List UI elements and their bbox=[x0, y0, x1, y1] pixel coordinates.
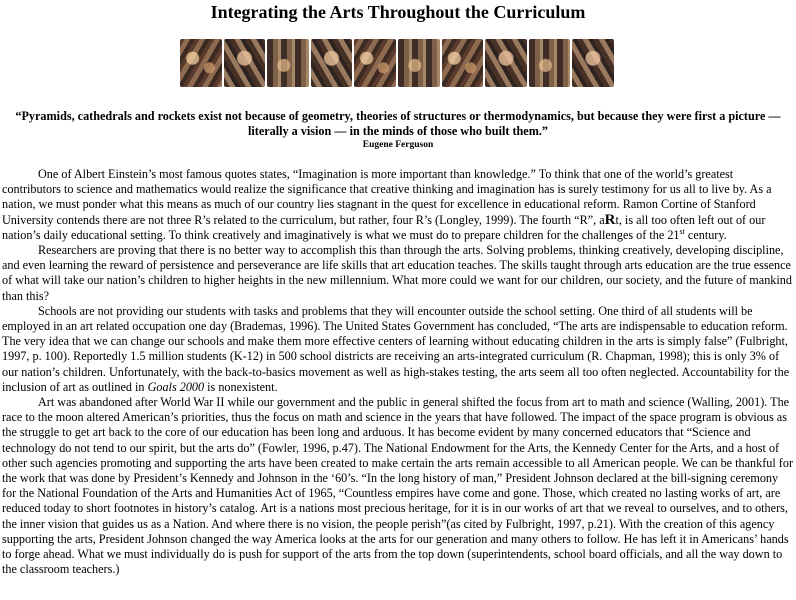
article-body bbox=[2, 167, 794, 577]
paragraph-1-text-c: century. bbox=[684, 227, 727, 242]
paragraph-4: Art was abandoned after World War II while our government and the public in general shifted the focus from art to math and science (Walling, 2001). The race to the moon altered American’s priorities, thus the focus on math and science in the years that have followed. The impact of the space program is obvious as the struggle to get art back to the core of our education has been long and arduous. It has become evident by many concerned educators that “Science and technology do not tend to our spirit, but the arts do” (Fowler, 1996, p.47). The National Endowment for the Arts, the Kennedy Center for the Arts, and a host of other such agencies promoting and supporting the arts have been created to make certain the arts remain accessible to all American people. We can be thankful for the work that was done by President’s Kennedy and Johnson in the ‘60’s. “In the long history of man,” President Johnson declared at the bill-signing ceremony for the National Foundation of the Arts and Humanities Act of 1965, “Countless empires have come and gone. Those, which created no lasting works of art, are reduced today to short footnotes in history’s catalog. Art is a nations most precious heritage, for it is in our works of art that we reveal to ourselves, and to others, the inner vision that guides us as a Nation. And where there is no vision, the people perish”(as cited by Fulbright, 1997, p.21). With the creation of this agency supporting the arts, President Johnson changed the way America looks at the arts for our generation and many others to follow. He has left it in Americans’ hands to forge ahead. What we must individually do is push for support of the arts from the top down (superintendents, school board officials, and all the way down to the classroom teachers.) bbox=[2, 395, 794, 577]
epigraph-author: Eugene Ferguson bbox=[362, 140, 434, 150]
ordinal-superscript: st bbox=[679, 226, 685, 236]
banner-photo bbox=[529, 39, 571, 87]
banner-photo bbox=[398, 39, 440, 87]
paragraph-1-text-a: One of Albert Einstein’s most famous quotes states, “Imagination is more important than knowledge.” To think that one of the world’s greatest contributors to science and mathematics would realize the significance that creative thinking and imagination has is surely testimony for us all to live by. As a nation, we must ponder what this means as much of our country lies stagnant in the quest for excellence in educational reform. Ramon Cortine of Stanford University contends there are not three R’s related to the curriculum, but rather, four R’s (Longley, 1999). The fourth “R”, a bbox=[2, 167, 772, 227]
goals-2000-citation: Goals 2000 bbox=[147, 379, 205, 394]
paragraph-1 bbox=[2, 167, 794, 243]
epigraph-quote: “Pyramids, cathedrals and rockets exist not because of geometry, theories of structures or thermodynamics, but because they were first a picture — literally a vision — in the minds of those who built them.” bbox=[15, 109, 781, 138]
banner-photo bbox=[180, 39, 222, 87]
banner-photo bbox=[572, 39, 614, 87]
emphasized-r: R bbox=[604, 211, 616, 228]
banner-photo bbox=[224, 39, 266, 87]
paragraph-1-text-b: t, is all too often left out of our nation’s daily educational setting. To think creatively and imaginatively is what we must do to prepare children for the challenges of the 21 bbox=[2, 212, 766, 242]
paragraph-3-text-a: Schools are not providing our students with tasks and problems that they will encounter outside the school setting. One third of all students will be employed in an art related occupation one day (Brademas, 1996). The United States Government has concluded, “The arts are indispensable to education reform. The very idea that we can change our schools and make them more effective centers of learning without educating children in the arts is simply false” (Fulbright, 1997, p. 100). Reportedly 1.5 million students (K-12) in 500 school districts are receiving an arts-integrated curriculum (R. Chapman, 1998); this is only 3% of our nation’s children. Unfortunately, with the back-to-basics movement as well as high-stakes testing, the arts seem all too often neglected. Accountability for the inclusion of art as outlined in bbox=[2, 303, 790, 394]
banner-photo bbox=[485, 39, 527, 87]
page-title: Integrating the Arts Throughout the Curriculum bbox=[210, 2, 586, 22]
paragraph-3 bbox=[2, 304, 794, 395]
banner-photo bbox=[267, 39, 309, 87]
photo-banner bbox=[180, 39, 614, 87]
banner-photo bbox=[354, 39, 396, 87]
banner-photo bbox=[311, 39, 353, 87]
banner-photo bbox=[442, 39, 484, 87]
paragraph-2: Researchers are proving that there is no better way to accomplish this than through the arts. Solving problems, thinking creatively, developing discipline, and even learning the reward of persistence and perseverance are life skills that art education teaches. The skills taught through arts education are the true essence of what will take our nation’s children to higher heights in the new millennium. What more could we want for our children, our society, and the future of mankind than this? bbox=[2, 243, 792, 303]
paragraph-3-text-b: is nonexistent. bbox=[204, 379, 278, 394]
